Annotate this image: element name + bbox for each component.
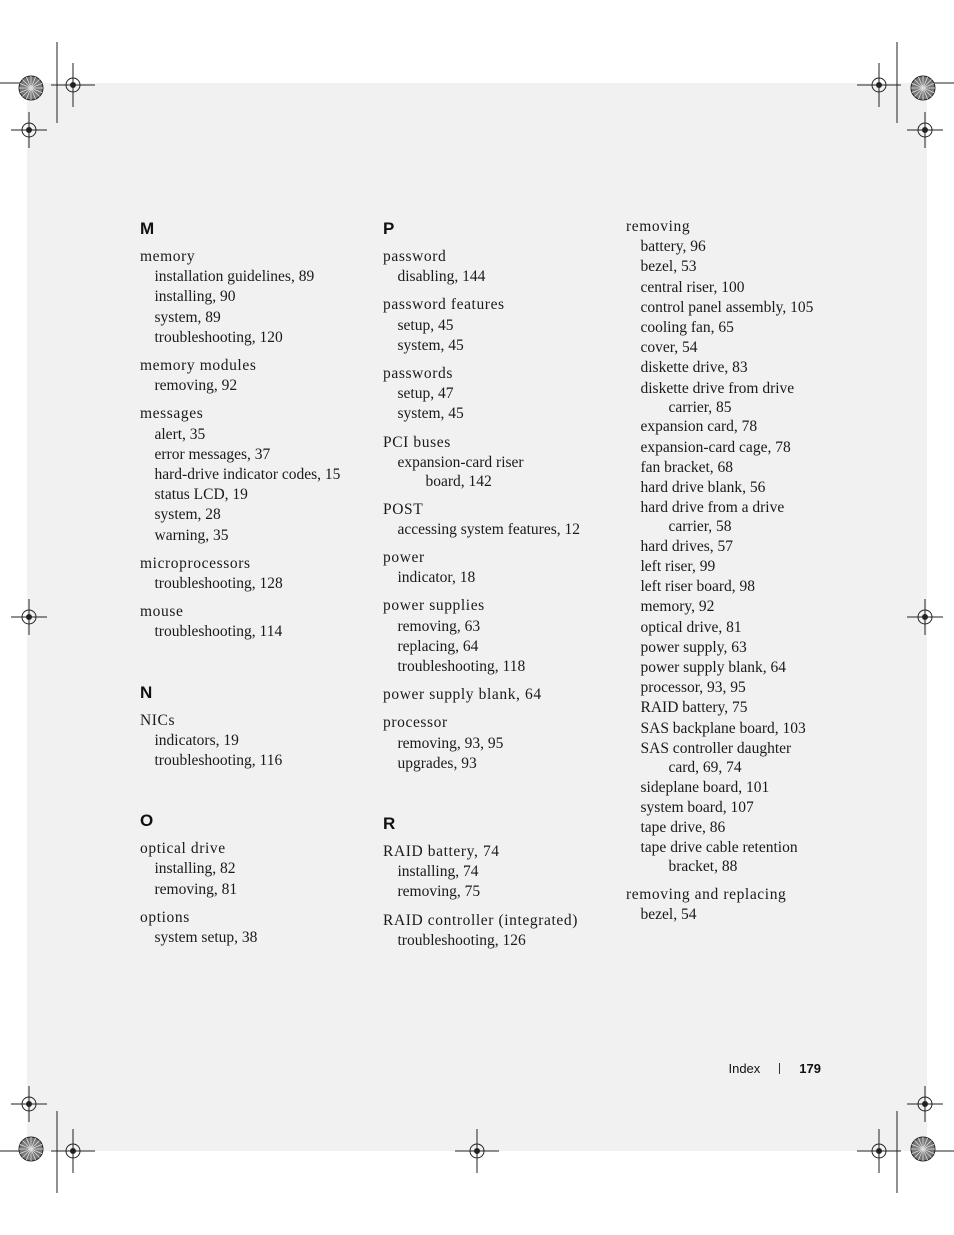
- index-subentry: [140, 485, 370, 505]
- index-subentry-text: optical drive, 81: [640, 618, 742, 636]
- index-subentry-text: bezel, 54: [640, 906, 697, 924]
- index-subentry-continuation: board, 142: [425, 473, 492, 491]
- index-subentry: [383, 754, 613, 774]
- index-term: microprocessors: [140, 554, 251, 572]
- index-subentry-text: SAS backplane board, 103: [640, 719, 806, 737]
- index-subentry-text: RAID battery, 75: [640, 699, 748, 717]
- index-subentry: [140, 859, 370, 879]
- index-subentry-text: cover, 54: [640, 339, 698, 357]
- index-subentry: [626, 678, 836, 698]
- index-subentry: [626, 577, 836, 597]
- index-subentry: [383, 882, 613, 902]
- index-subentry-text: removing, 75: [397, 883, 481, 901]
- index-subentry: [626, 478, 836, 498]
- index-entry: [383, 500, 613, 540]
- index-term: optical drive: [140, 840, 226, 858]
- index-subentry-text: cooling fan, 65: [640, 319, 734, 337]
- index-subentry-text: hard drive from a drive: [640, 499, 785, 517]
- index-subentry-text: accessing system features, 12: [397, 520, 580, 538]
- index-subentry-text: battery, 96: [640, 238, 706, 256]
- index-subentry-text: removing, 81: [154, 880, 238, 898]
- index-subentry: [383, 931, 613, 951]
- index-subentry-continuation: carrier, 85: [668, 398, 732, 416]
- index-entry: [383, 295, 613, 356]
- index-subentry: [140, 880, 370, 900]
- index-subentry-text: diskette drive, 83: [640, 359, 748, 377]
- index-subentry-continuation: bracket, 88: [668, 858, 738, 876]
- index-subentry: [626, 838, 836, 877]
- index-subentry-text: system, 28: [154, 506, 221, 524]
- index-subentry-text: system, 89: [154, 308, 221, 326]
- index-subentry-text: installation guidelines, 89: [154, 268, 315, 286]
- index-subentry-continuation: card, 69, 74: [668, 759, 742, 777]
- index-subentry-text: tape drive, 86: [640, 818, 726, 836]
- index-subentry-text: left riser board, 98: [640, 578, 755, 596]
- index-subentry-text: power supply blank, 64: [640, 659, 787, 677]
- index-subentry: [140, 751, 370, 771]
- index-entry: [383, 911, 613, 951]
- index-subentry: [140, 445, 370, 465]
- index-subentry: [383, 862, 613, 882]
- index-term: removing and replacing: [626, 885, 787, 903]
- index-subentry-text: removing, 63: [397, 617, 481, 635]
- index-term: memory modules: [140, 357, 257, 375]
- index-entry: [140, 839, 370, 900]
- index-term: mouse: [140, 603, 184, 621]
- index-subentry: [626, 379, 836, 418]
- index-letter-heading: N: [140, 682, 153, 702]
- index-entry: [140, 711, 370, 772]
- index-subentry: [626, 798, 836, 818]
- index-subentry-text: system board, 107: [640, 798, 754, 816]
- index-term: power: [383, 548, 425, 566]
- index-subentry-text: left riser, 99: [640, 558, 716, 576]
- index-subentry-text: system setup, 38: [154, 929, 258, 947]
- index-subentry: [140, 731, 370, 751]
- index-subentry-text: disabling, 144: [397, 268, 486, 286]
- index-letter-heading: M: [140, 219, 155, 238]
- index-subentry: [383, 734, 613, 754]
- index-subentry-text: SAS controller daughter: [640, 739, 792, 757]
- index-subentry: [626, 818, 836, 838]
- index-term: removing: [626, 218, 691, 235]
- index-subentry-text: warning, 35: [154, 526, 229, 544]
- index-subentry: [626, 778, 836, 798]
- index-subentry: [383, 568, 613, 588]
- index-subentry-text: expansion-card riser: [397, 453, 524, 471]
- index-subentry: [140, 328, 370, 348]
- index-subentry: [626, 597, 836, 617]
- footer-section-label: Index: [728, 1061, 761, 1076]
- index-subentry-text: power supply, 63: [640, 638, 747, 656]
- index-entry: [140, 247, 370, 348]
- index-subentry: [626, 237, 836, 257]
- index-subentry-text: memory, 92: [640, 598, 715, 616]
- index-entry: [383, 713, 613, 774]
- index-column-3: [626, 217, 836, 933]
- index-subentry: [626, 905, 836, 925]
- index-subentry-text: troubleshooting, 114: [154, 623, 283, 641]
- index-subentry: [140, 465, 370, 485]
- index-term: messages: [140, 405, 204, 423]
- index-subentry-text: upgrades, 93: [397, 754, 477, 772]
- index-subentry: [626, 719, 836, 739]
- index-subentry-text: expansion-card cage, 78: [640, 438, 791, 456]
- index-subentry: [626, 278, 836, 298]
- page-footer: [728, 1061, 821, 1076]
- index-subentry-text: troubleshooting, 128: [154, 575, 283, 593]
- index-subentry-text: installing, 82: [154, 860, 236, 878]
- index-subentry-text: sideplane board, 101: [640, 778, 770, 796]
- index-subentry-continuation: carrier, 58: [668, 518, 732, 536]
- index-subentry: [626, 638, 836, 658]
- index-subentry: [383, 453, 613, 492]
- index-entry: [383, 364, 613, 425]
- index-subentry-text: replacing, 64: [397, 637, 479, 655]
- index-subentry: [140, 928, 370, 948]
- index-entry: [626, 885, 836, 925]
- index-subentry: [626, 358, 836, 378]
- index-subentry: [140, 574, 370, 594]
- index-subentry: [383, 404, 613, 424]
- index-subentry-text: troubleshooting, 116: [154, 752, 283, 770]
- index-subentry-text: system, 45: [397, 336, 464, 354]
- index-term: POST: [383, 500, 424, 518]
- index-term: passwords: [383, 365, 453, 383]
- index-term: password: [383, 248, 447, 265]
- index-subentry-text: hard-drive indicator codes, 15: [154, 466, 341, 484]
- index-subentry-text: troubleshooting, 126: [397, 931, 526, 949]
- index-subentry-text: installing, 90: [154, 288, 236, 306]
- index-subentry: [140, 622, 370, 642]
- index-subentry-text: diskette drive from drive: [640, 379, 795, 397]
- footer-separator: [779, 1063, 780, 1074]
- index-entry: [383, 548, 613, 588]
- index-subentry: [626, 658, 836, 678]
- index-subentry-text: control panel assembly, 105: [640, 298, 814, 316]
- index-letter-heading: R: [383, 813, 396, 833]
- index-entry: [383, 433, 613, 492]
- index-subentry-text: fan bracket, 68: [640, 458, 734, 476]
- index-subentry: [383, 617, 613, 637]
- index-subentry-text: installing, 74: [397, 863, 479, 881]
- index-subentry: [383, 336, 613, 356]
- index-subentry-text: system, 45: [397, 405, 464, 423]
- index-subentry-text: indicator, 18: [397, 569, 476, 587]
- index-subentry: [626, 438, 836, 458]
- index-subentry: [626, 739, 836, 778]
- index-entry: [140, 356, 370, 396]
- page-number: 179: [799, 1061, 821, 1076]
- index-subentry: [626, 338, 836, 358]
- index-letter-heading: P: [383, 219, 395, 238]
- index-entry: [383, 842, 613, 903]
- index-term: RAID battery, 74: [383, 842, 500, 860]
- index-subentry: [626, 618, 836, 638]
- index-subentry-text: removing, 92: [154, 377, 238, 395]
- index-subentry: [140, 376, 370, 396]
- index-subentry: [383, 520, 613, 540]
- index-entry: [140, 908, 370, 948]
- index-term: options: [140, 908, 190, 926]
- index-entry: [140, 404, 370, 545]
- index-term: password features: [383, 296, 505, 314]
- index-subentry: [626, 698, 836, 718]
- index-subentry: [626, 257, 836, 277]
- index-subentry: [383, 657, 613, 677]
- index-subentry: [626, 557, 836, 577]
- index-subentry: [626, 537, 836, 557]
- index-subentry-text: status LCD, 19: [154, 486, 248, 504]
- index-subentry-text: setup, 45: [397, 316, 454, 334]
- index-term: power supplies: [383, 597, 485, 615]
- index-subentry-text: hard drives, 57: [640, 537, 734, 555]
- index-subentry-text: tape drive cable retention: [640, 839, 798, 857]
- index-subentry-text: alert, 35: [154, 425, 206, 443]
- index-subentry: [140, 308, 370, 328]
- index-term: processor: [383, 714, 448, 732]
- index-subentry: [626, 458, 836, 478]
- index-subentry: [626, 298, 836, 318]
- index-subentry-text: hard drive blank, 56: [640, 478, 766, 496]
- index-subentry-text: troubleshooting, 118: [397, 657, 526, 675]
- index-subentry: [383, 384, 613, 404]
- index-term: RAID controller (integrated): [383, 911, 578, 929]
- index-subentry: [140, 267, 370, 287]
- index-entry: [383, 247, 613, 287]
- index-term: memory: [140, 248, 196, 265]
- index-subentry: [140, 287, 370, 307]
- index-subentry: [626, 417, 836, 437]
- index-subentry: [383, 637, 613, 657]
- index-subentry-text: processor, 93, 95: [640, 679, 746, 697]
- index-entry: [140, 554, 370, 594]
- index-subentry: [626, 318, 836, 338]
- index-term: power supply blank, 64: [383, 686, 542, 704]
- index-subentry-text: central riser, 100: [640, 278, 745, 296]
- index-subentry-text: setup, 47: [397, 385, 454, 403]
- index-subentry-text: expansion card, 78: [640, 418, 758, 436]
- index-subentry: [626, 498, 836, 537]
- index-subentry: [383, 267, 613, 287]
- index-column-2: [383, 217, 613, 959]
- index-subentry-text: removing, 93, 95: [397, 734, 504, 752]
- index-term: PCI buses: [383, 433, 451, 451]
- index-entry: [383, 685, 613, 705]
- index-entry: [383, 596, 613, 677]
- index-entry: [626, 217, 836, 877]
- index-subentry: [140, 505, 370, 525]
- index-column-1: [140, 217, 370, 956]
- index-term: NICs: [140, 711, 176, 729]
- index-subentry-text: error messages, 37: [154, 445, 271, 463]
- index-subentry: [140, 526, 370, 546]
- index-subentry: [383, 316, 613, 336]
- index-subentry-text: troubleshooting, 120: [154, 328, 283, 346]
- index-entry: [140, 602, 370, 642]
- index-subentry-text: indicators, 19: [154, 731, 239, 749]
- index-subentry: [140, 425, 370, 445]
- index-subentry-text: bezel, 53: [640, 258, 697, 276]
- index-letter-heading: O: [140, 811, 154, 831]
